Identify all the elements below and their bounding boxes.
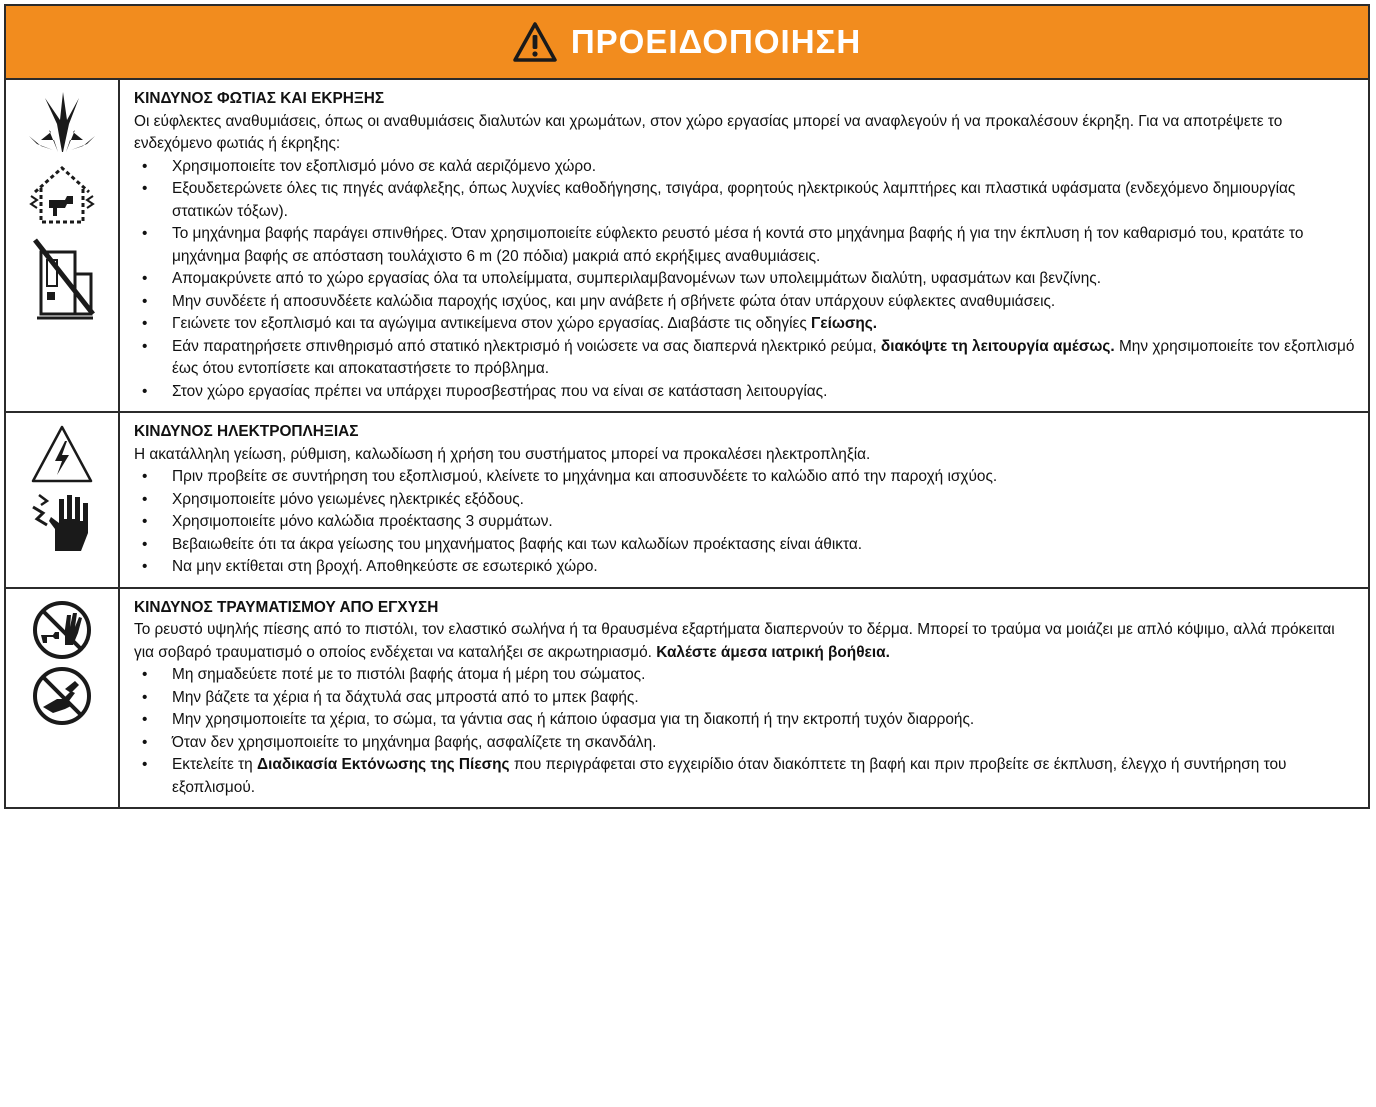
bullet-item: • Το μηχάνημα βαφής παράγει σπινθήρες. Όταν χρησιμοποιείτε εύφλεκτο ρευστό μέσα ή κοντά στο μηχάνημα βαφής ή για την έκπλυση ή τον καθαρισμό του, κρατάτε το μηχάνημα βαφής σε απόσταση τουλάχιστο 6 m (20 πόδια) μακριά από εκρήξιμες αναθυμιάσεις.: [134, 223, 1356, 268]
medical-help-emphasis: Καλέστε άμεσα ιατρική βοήθεια.: [656, 643, 890, 661]
section-title: ΚΙΝΔΥΝΟΣ ΦΩΤΙΑΣ ΚΑΙ ΕΚΡΗΞΗΣ: [134, 90, 385, 107]
section-intro: Οι εύφλεκτες αναθυμιάσεις, όπως οι αναθυμιάσεις διαλυτών και χρωμάτων, στον χώρο εργασίας μπορεί να αναφλεγούν ή να προκαλέσουν έκρηξη. Για να αποτρέψετε το ενδεχόμενο φωτιάς ή έκρηξης:: [134, 112, 1283, 152]
bullet-text: Γειώνετε τον εξοπλισμό και τα αγώγιμα αντικείμενα στον χώρο εργασίας. Διαβάστε τις οδηγίες: [172, 315, 812, 332]
no-hand-on-tip-icon: [29, 665, 95, 727]
section-injection-injury: [6, 589, 1368, 808]
bullet-item: • Απομακρύνετε από το χώρο εργασίας όλα τα υπολείμματα, συμπεριλαμβανομένων των υπολειμμάτων διαλύτη, υφασμάτων και βενζίνης.: [134, 268, 1356, 291]
no-spray-at-hand-icon: [29, 599, 95, 661]
section-text: [120, 80, 1368, 411]
section-fire-explosion: [6, 80, 1368, 413]
bullet-item: • Βεβαιωθείτε ότι τα άκρα γείωσης του μηχανήματος βαφής και των καλωδίων προέκτασης είναι άθικτα.: [134, 534, 1356, 557]
pressure-relief-reference: Διαδικασία Εκτόνωσης της Πίεσης: [257, 756, 510, 773]
section-text: [120, 413, 1368, 587]
grounding-reference: Γείωσης.: [811, 315, 878, 332]
bullet-item: • Εξουδετερώνετε όλες τις πηγές ανάφλεξης, όπως λυχνίες καθοδήγησης, τσιγάρα, φορητούς ηλεκτρικούς λαμπτήρες και πλαστικά υφάσματα (ενδεχόμενο δημιουργίας στατικών τόξων).: [134, 178, 1356, 223]
bullet-item: • Μην χρησιμοποιείτε τα χέρια, το σώμα, τα γάντια σας ή κάποιο ύφασμα για τη διακοπή ή την εκτροπή τυχόν διαρροής.: [134, 709, 1356, 732]
bullet-item: • Μη σημαδεύετε ποτέ με το πιστόλι βαφής άτομα ή μέρη του σώματος.: [134, 664, 1356, 687]
bullet-item-grounding: [134, 313, 1356, 336]
bullet-item-pressure-relief: [134, 754, 1356, 799]
warning-header: [6, 6, 1368, 80]
explosion-icon: [27, 90, 97, 156]
bullet-text: Εάν παρατηρήσετε σπινθηρισμό από στατικό ηλεκτρισμό ή νοιώσετε να σας διαπερνά ηλεκτρικό ρεύμα,: [172, 337, 881, 355]
bullet-item: • Μην βάζετε τα χέρια ή τα δάχτυλά σας μπροστά από το μπεκ βαφής.: [134, 687, 1356, 710]
section-text: [120, 589, 1368, 808]
bullet-text: Εκτελείτε τη: [172, 756, 258, 773]
bullet-item: • Χρησιμοποιείτε μόνο γειωμένες ηλεκτρικές εξόδους.: [134, 489, 1356, 512]
bullet-item: • Πριν προβείτε σε συντήρηση του εξοπλισμού, κλείνετε το μηχάνημα και αποσυνδέετε το καλώδιο από την παροχή ισχύος.: [134, 466, 1356, 489]
section-electric-shock: [6, 413, 1368, 589]
section-icons: [6, 80, 120, 411]
bullet-item: • Μην συνδέετε ή αποσυνδέετε καλώδια παροχής ισχύος, και μην ανάβετε ή σβήνετε φώτα όταν υπάρχουν εύφλεκτες αναθυμιάσεις.: [134, 291, 1356, 314]
bullet-item-static: [134, 336, 1356, 381]
house-spray-icon: [27, 160, 97, 226]
warning-triangle-icon: [513, 22, 557, 62]
section-title: ΚΙΝΔΥΝΟΣ ΗΛΕΚΤΡΟΠΛΗΞΙΑΣ: [134, 423, 359, 440]
bullet-item: • Χρησιμοποιείτε μόνο καλώδια προέκτασης 3 συρμάτων.: [134, 511, 1356, 534]
stop-operation-emphasis: διακόψτε τη λειτουργία αμέσως.: [880, 337, 1115, 355]
bullet-item: • Όταν δεν χρησιμοποιείτε το μηχάνημα βαφής, ασφαλίζετε τη σκανδάλη.: [134, 732, 1356, 755]
bullet-item: • Στον χώρο εργασίας πρέπει να υπάρχει πυροσβεστήρας που να είναι σε κατάσταση λειτουργίας.: [134, 381, 1356, 404]
intro-text: Το ρευστό υψηλής πίεσης από το πιστόλι, τον ελαστικό σωλήνα ή τα θραυσμένα εξαρτήματα διαπερνούν το δέρμα. Μπορεί το τραύμα να μοιάζει με απλό κόψιμο, αλλά πρόκειται για σοβαρό τραυματισμό ο οποίος ενδέχεται να καταλήξει σε ακρωτηριασμό.: [134, 621, 1335, 661]
section-intro: Η ακατάλληλη γείωση, ρύθμιση, καλωδίωση ή χρήση του συστήματος μπορεί να προκαλέσει ηλεκτροπληξία.: [134, 445, 871, 463]
bullet-list: [134, 664, 1356, 799]
warning-title: ΠΡΟΕΙΔΟΠΟΙΗΣΗ: [570, 23, 862, 60]
bullet-item: • Χρησιμοποιείτε τον εξοπλισμό μόνο σε καλά αεριζόμενο χώρο.: [134, 156, 1356, 179]
section-icons: [6, 589, 120, 808]
bullet-text: που περιγράφεται στο εγχειρίδιο όταν διακόπτετε τη βαφή και πριν προβείτε σε έκπλυση, έλεγχο ή συντήρηση του εξοπλισμού.: [172, 756, 1287, 796]
section-icons: [6, 413, 120, 587]
high-voltage-icon: [29, 423, 95, 485]
no-sparks-generator-icon: [27, 230, 97, 322]
section-title: ΚΙΝΔΥΝΟΣ ΤΡΑΥΜΑΤΙΣΜΟΥ ΑΠΟ ΕΓΧΥΣΗ: [134, 598, 439, 616]
bullet-item: • Να μην εκτίθεται στη βροχή. Αποθηκεύστε σε εσωτερικό χώρο.: [134, 556, 1356, 579]
bullet-text: Μην χρησιμοποιείτε τον εξοπλισμό έως ότου εντοπίσετε και αποκαταστήσετε το πρόβλημα.: [172, 337, 1355, 377]
warning-table: [4, 4, 1370, 809]
section-intro: [134, 619, 1356, 664]
bullet-list: [134, 156, 1356, 404]
hand-shock-icon: [29, 489, 95, 555]
bullet-list: [134, 466, 1356, 579]
